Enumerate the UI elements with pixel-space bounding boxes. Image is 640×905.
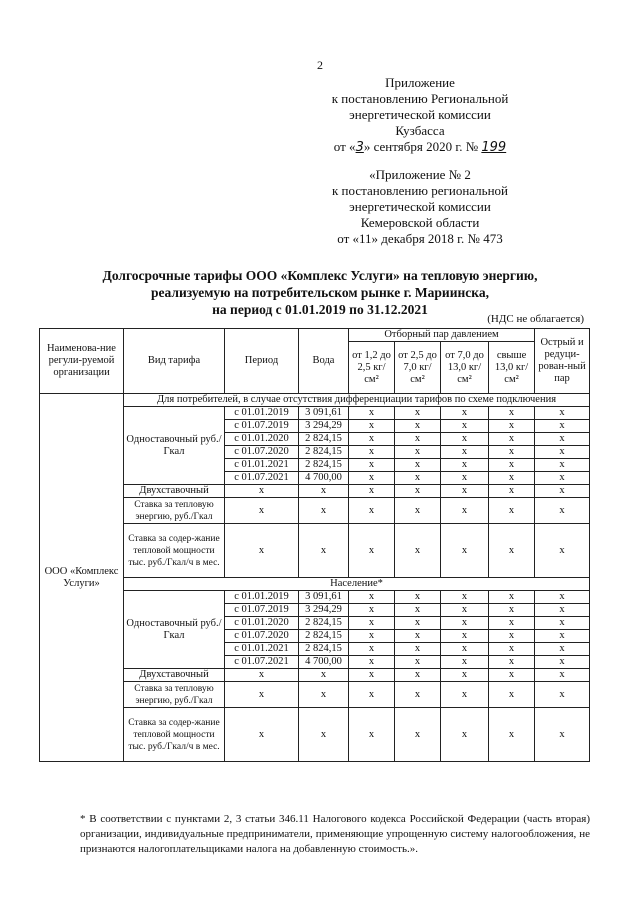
two-rate-label: Двухставочный bbox=[124, 669, 225, 682]
vat-note: (НДС не облагается) bbox=[487, 313, 584, 325]
table-cell-x: x bbox=[489, 591, 535, 604]
header-org: Наименова-ние регули-руемой организации bbox=[40, 329, 124, 394]
table-cell-x: x bbox=[535, 669, 590, 682]
table-cell-x: x bbox=[535, 472, 590, 485]
table-cell-x: x bbox=[535, 617, 590, 630]
table-cell-x: x bbox=[535, 407, 590, 420]
table-cell-x: x bbox=[489, 459, 535, 472]
table-cell-x: x bbox=[395, 485, 441, 498]
period-cell: с 01.01.2021 bbox=[225, 643, 299, 656]
water-cell: 3 091,61 bbox=[299, 407, 349, 420]
table-cell-x: x bbox=[441, 472, 489, 485]
table-cell-x: x bbox=[535, 630, 590, 643]
table-cell-x: x bbox=[395, 498, 441, 524]
table-cell-x: x bbox=[489, 433, 535, 446]
water-cell: 2 824,15 bbox=[299, 643, 349, 656]
energy-rate-label: Ставка за тепловую энергию, руб./Гкал bbox=[124, 682, 225, 708]
table-cell-x: x bbox=[441, 498, 489, 524]
appendix-line: Кемеровской области bbox=[360, 215, 480, 230]
appendix-line: к постановлению региональной bbox=[331, 183, 508, 198]
table-cell-x: x bbox=[299, 498, 349, 524]
footnote: * В соответствии с пунктами 2, 3 статьи 346.11 Налогового кодекса Российской Федерации (часть вторая) организации, индивидуальные предприниматели, применяющие упрощенную систему налогообложения, не признаются налогоплательщиками налога на добавленную стоимость.». bbox=[80, 813, 590, 855]
table-cell-x: x bbox=[441, 407, 489, 420]
table-cell-x: x bbox=[395, 524, 441, 578]
table-cell-x: x bbox=[395, 656, 441, 669]
period-cell: с 01.01.2019 bbox=[225, 407, 299, 420]
table-cell-x: x bbox=[299, 524, 349, 578]
table-cell-x: x bbox=[441, 433, 489, 446]
water-cell: 3 294,29 bbox=[299, 420, 349, 433]
single-rate-label: Одноставочный руб./Гкал bbox=[124, 407, 225, 485]
section-title: Для потребителей, в случае отсутствия дифференциации тарифов по схеме подключения bbox=[124, 394, 590, 407]
appendix-line: от «11» декабря 2018 г. № 473 bbox=[337, 231, 503, 246]
date-suffix: » сентября 2020 г. № bbox=[363, 139, 479, 154]
header-steam-col: от 1,2 до 2,5 кг/см² bbox=[349, 342, 395, 394]
table-cell-x: x bbox=[535, 498, 590, 524]
decree-number: 199 bbox=[481, 140, 507, 155]
table-cell-x: x bbox=[489, 446, 535, 459]
appendix-line: «Приложение № 2 bbox=[369, 167, 471, 182]
energy-rate-label: Ставка за тепловую энергию, руб./Гкал bbox=[124, 498, 225, 524]
table-cell-x: x bbox=[395, 604, 441, 617]
title-line: реализуемую на потребительском рынке г. Мариинска, bbox=[151, 285, 489, 300]
appendix-date bbox=[270, 139, 570, 156]
table-cell-x: x bbox=[349, 407, 395, 420]
period-cell: с 01.07.2019 bbox=[225, 420, 299, 433]
table-cell-x: x bbox=[441, 669, 489, 682]
water-cell: 4 700,00 bbox=[299, 472, 349, 485]
header-steam-col: от 7,0 до 13,0 кг/см² bbox=[441, 342, 489, 394]
water-cell: 2 824,15 bbox=[299, 446, 349, 459]
table-cell-x: x bbox=[299, 669, 349, 682]
appendix-2-header bbox=[270, 167, 570, 247]
header-period: Период bbox=[225, 329, 299, 394]
appendix-line: Приложение bbox=[385, 75, 455, 90]
table-cell-x: x bbox=[535, 459, 590, 472]
table-cell-x: x bbox=[535, 682, 590, 708]
document-title bbox=[50, 267, 590, 318]
table-cell-x: x bbox=[535, 708, 590, 762]
table-cell-x: x bbox=[395, 669, 441, 682]
two-rate-label: Двухставочный bbox=[124, 485, 225, 498]
table-cell-x: x bbox=[489, 498, 535, 524]
header-tariff-type: Вид тарифа bbox=[124, 329, 225, 394]
table-cell-x: x bbox=[299, 708, 349, 762]
table-cell-x: x bbox=[395, 407, 441, 420]
title-line: Долгосрочные тарифы ООО «Комплекс Услуги» на тепловую энергию, bbox=[102, 268, 538, 283]
water-cell: 2 824,15 bbox=[299, 630, 349, 643]
table-cell-x: x bbox=[489, 407, 535, 420]
table-cell-x: x bbox=[535, 420, 590, 433]
period-cell: с 01.07.2021 bbox=[225, 656, 299, 669]
table-cell-x: x bbox=[349, 472, 395, 485]
table-cell-x: x bbox=[489, 708, 535, 762]
period-cell: с 01.07.2020 bbox=[225, 630, 299, 643]
period-cell: с 01.07.2019 bbox=[225, 604, 299, 617]
org-name: ООО «Комплекс Услуги» bbox=[40, 394, 124, 762]
table-cell-x: x bbox=[349, 485, 395, 498]
water-cell: 2 824,15 bbox=[299, 617, 349, 630]
header-steam-col: от 2,5 до 7,0 кг/см² bbox=[395, 342, 441, 394]
table-cell-x: x bbox=[395, 591, 441, 604]
table-cell-x: x bbox=[299, 485, 349, 498]
header-sharp-steam: Острый и редуци-рован-ный пар bbox=[535, 329, 590, 394]
table-cell-x: x bbox=[441, 459, 489, 472]
table-cell-x: x bbox=[489, 656, 535, 669]
table-cell-x: x bbox=[441, 617, 489, 630]
table-cell-x: x bbox=[489, 524, 535, 578]
table-row bbox=[40, 394, 590, 407]
title-line: на период с 01.01.2019 по 31.12.2021 bbox=[212, 302, 428, 317]
table-cell-x: x bbox=[535, 604, 590, 617]
table-cell-x: x bbox=[225, 682, 299, 708]
table-cell-x: x bbox=[535, 433, 590, 446]
capacity-rate-label: Ставка за содер-жание тепловой мощности тыс. руб./Гкал/ч в мес. bbox=[124, 524, 225, 578]
table-cell-x: x bbox=[395, 682, 441, 708]
table-cell-x: x bbox=[441, 604, 489, 617]
appendix-line: энергетической комиссии bbox=[349, 199, 491, 214]
table-cell-x: x bbox=[349, 459, 395, 472]
capacity-rate-label: Ставка за содер-жание тепловой мощности тыс. руб./Гкал/ч в мес. bbox=[124, 708, 225, 762]
table-cell-x: x bbox=[441, 643, 489, 656]
table-cell-x: x bbox=[441, 630, 489, 643]
table-cell-x: x bbox=[535, 485, 590, 498]
table-cell-x: x bbox=[349, 643, 395, 656]
table-cell-x: x bbox=[395, 708, 441, 762]
table-cell-x: x bbox=[395, 643, 441, 656]
header-water: Вода bbox=[299, 329, 349, 394]
water-cell: 2 824,15 bbox=[299, 433, 349, 446]
header-steam-group: Отборный пар давлением bbox=[349, 329, 535, 342]
table-cell-x: x bbox=[441, 446, 489, 459]
water-cell: 3 091,61 bbox=[299, 591, 349, 604]
table-cell-x: x bbox=[535, 643, 590, 656]
table-cell-x: x bbox=[489, 617, 535, 630]
table-cell-x: x bbox=[489, 630, 535, 643]
table-cell-x: x bbox=[349, 682, 395, 708]
table-cell-x: x bbox=[225, 485, 299, 498]
table-cell-x: x bbox=[441, 420, 489, 433]
table-cell-x: x bbox=[489, 643, 535, 656]
table-cell-x: x bbox=[489, 604, 535, 617]
table-cell-x: x bbox=[349, 708, 395, 762]
table-cell-x: x bbox=[535, 524, 590, 578]
table-cell-x: x bbox=[349, 446, 395, 459]
appendix-header bbox=[270, 75, 570, 156]
table-cell-x: x bbox=[225, 708, 299, 762]
table-cell-x: x bbox=[489, 472, 535, 485]
table-cell-x: x bbox=[441, 682, 489, 708]
page-number: 2 bbox=[317, 58, 323, 72]
table-cell-x: x bbox=[395, 433, 441, 446]
appendix-line: Кузбасса bbox=[395, 123, 445, 138]
header-steam-col: свыше 13,0 кг/см² bbox=[489, 342, 535, 394]
table-cell-x: x bbox=[349, 656, 395, 669]
table-cell-x: x bbox=[349, 591, 395, 604]
table-cell-x: x bbox=[489, 420, 535, 433]
table-cell-x: x bbox=[349, 617, 395, 630]
table-cell-x: x bbox=[349, 524, 395, 578]
table-cell-x: x bbox=[349, 630, 395, 643]
table-cell-x: x bbox=[441, 656, 489, 669]
table-cell-x: x bbox=[489, 485, 535, 498]
date-day: 3 bbox=[355, 140, 364, 155]
table-cell-x: x bbox=[349, 498, 395, 524]
date-prefix: от « bbox=[333, 139, 356, 154]
table-cell-x: x bbox=[395, 472, 441, 485]
table-cell-x: x bbox=[489, 669, 535, 682]
table-cell-x: x bbox=[349, 604, 395, 617]
table-cell-x: x bbox=[535, 446, 590, 459]
water-cell: 4 700,00 bbox=[299, 656, 349, 669]
table-cell-x: x bbox=[225, 669, 299, 682]
section-title: Население* bbox=[124, 578, 590, 591]
table-cell-x: x bbox=[349, 433, 395, 446]
period-cell: с 01.01.2020 bbox=[225, 617, 299, 630]
table-cell-x: x bbox=[395, 446, 441, 459]
table-cell-x: x bbox=[225, 498, 299, 524]
appendix-line: к постановлению Региональной bbox=[331, 91, 509, 106]
table-cell-x: x bbox=[349, 669, 395, 682]
table-cell-x: x bbox=[441, 708, 489, 762]
table-cell-x: x bbox=[349, 420, 395, 433]
water-cell: 3 294,29 bbox=[299, 604, 349, 617]
period-cell: с 01.01.2021 bbox=[225, 459, 299, 472]
appendix-line: энергетической комиссии bbox=[349, 107, 491, 122]
table-cell-x: x bbox=[395, 617, 441, 630]
table-cell-x: x bbox=[535, 656, 590, 669]
table-cell-x: x bbox=[395, 420, 441, 433]
water-cell: 2 824,15 bbox=[299, 459, 349, 472]
period-cell: с 01.01.2019 bbox=[225, 591, 299, 604]
period-cell: с 01.07.2021 bbox=[225, 472, 299, 485]
table-cell-x: x bbox=[441, 591, 489, 604]
period-cell: с 01.07.2020 bbox=[225, 446, 299, 459]
table-cell-x: x bbox=[395, 459, 441, 472]
table-cell-x: x bbox=[441, 485, 489, 498]
table-body bbox=[40, 394, 590, 762]
table-cell-x: x bbox=[225, 524, 299, 578]
table-cell-x: x bbox=[535, 591, 590, 604]
table-cell-x: x bbox=[489, 682, 535, 708]
period-cell: с 01.01.2020 bbox=[225, 433, 299, 446]
single-rate-label: Одноставочный руб./Гкал bbox=[124, 591, 225, 669]
table-cell-x: x bbox=[299, 682, 349, 708]
table-cell-x: x bbox=[441, 524, 489, 578]
table-cell-x: x bbox=[395, 630, 441, 643]
tariff-table bbox=[39, 328, 590, 762]
